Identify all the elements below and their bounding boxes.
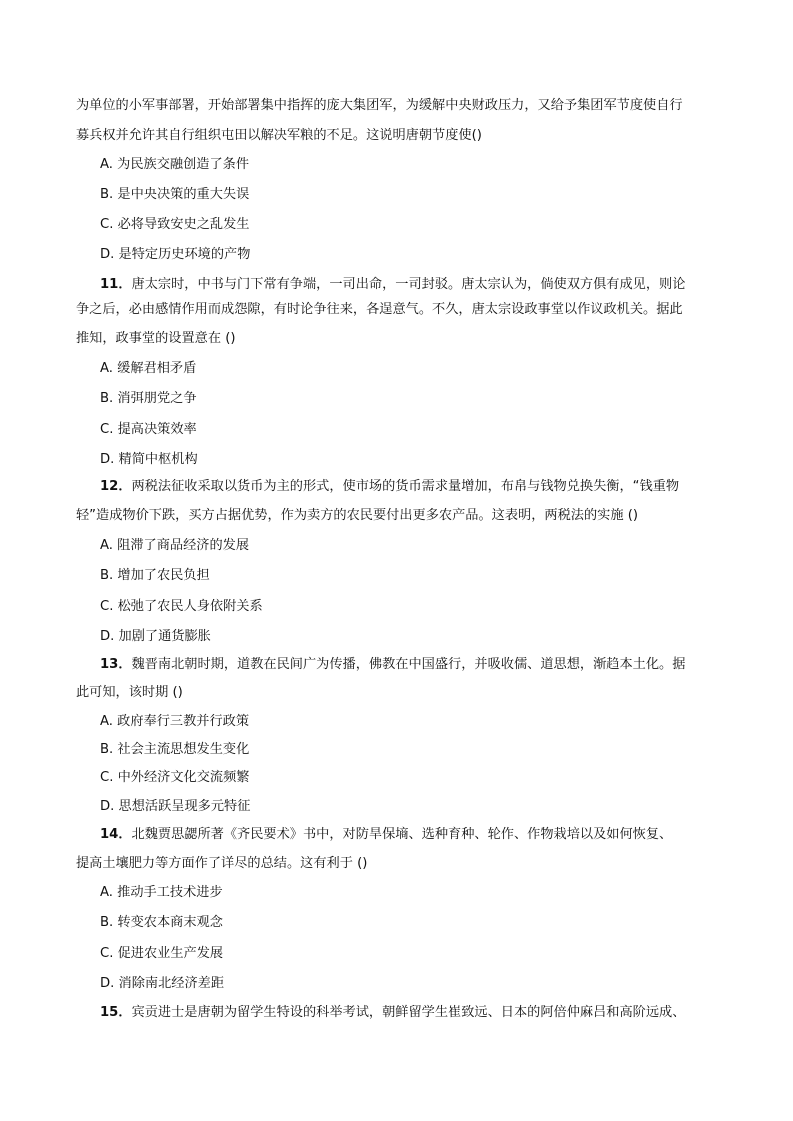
question-14-number: 14． [100, 827, 132, 842]
question-13-option-a: A. 政府奉行三教并行政策 [100, 714, 250, 729]
question-11-stem-line-3: 推知，政事堂的设置意在 () [76, 331, 236, 346]
question-11-option-a: A. 缓解君相矛盾 [100, 361, 197, 376]
question-12-stem-line-2: 轻”造成物价下跌，买方占据优势，作为卖方的农民要付出更多农产品。这表明，两税法的实施 () [76, 508, 638, 523]
question-14-option-d: D. 消除南北经济差距 [100, 976, 225, 991]
question-10-option-c: C. 必将导致安史之乱发生 [100, 217, 250, 232]
question-14-stem-line-1: 14．北魏贾思勰所著《齐民要术》书中，对防旱保墒、选种育种、轮作、作物栽培以及如何恢复、 [100, 827, 673, 842]
question-11-option-c: C. 提高决策效率 [100, 422, 197, 437]
question-14-stem-line-2: 提高土壤肥力等方面作了详尽的总结。这有利于 () [76, 856, 368, 871]
question-13-option-d: D. 思想活跃呈现多元特征 [100, 799, 251, 814]
question-13-number: 13． [100, 657, 132, 672]
question-14-option-c: C. 促进农业生产发展 [100, 946, 224, 961]
question-15-stem-line-1: 15．宾贡进士是唐朝为留学生特设的科举考试，朝鲜留学生崔致远、日本的阿倍仲麻吕和高阶远成、 [100, 1005, 686, 1020]
question-14-option-a: A. 推动手工技术进步 [100, 885, 223, 900]
question-11-number: 11． [100, 277, 132, 292]
question-12-option-c: C. 松弛了农民人身依附关系 [100, 599, 263, 614]
question-10-stem-line-1: 为单位的小军事部署，开始部署集中指挥的庞大集团军，为缓解中央财政压力，又给予集团军节度使自行 [76, 98, 683, 113]
question-11-stem-line-1: 11．唐太宗时，中书与门下常有争端，一司出命，一司封驳。唐太宗认为，倘使双方俱有成见，则论 [100, 277, 686, 292]
question-12-option-a: A. 阻滞了商品经济的发展 [100, 538, 250, 553]
question-12-option-d: D. 加剧了通货膨胀 [100, 629, 211, 644]
question-11-option-d: D. 精简中枢机构 [100, 452, 198, 467]
question-10-option-a: A. 为民族交融创造了条件 [100, 157, 250, 172]
question-13-stem-line-2: 此可知，该时期 () [76, 685, 183, 700]
question-12-number: 12． [100, 479, 132, 494]
question-13-stem-line-1: 13．魏晋南北朝时期，道教在民间广为传播，佛教在中国盛行，并吸收儒、道思想，渐趋本土化。据 [100, 657, 686, 672]
question-10-option-d: D. 是特定历史环境的产物 [100, 247, 251, 262]
question-14-option-b: B. 转变农本商末观念 [100, 915, 223, 930]
question-11-stem-line-2: 争之后，必由感情作用而成怨隙，有时论争往来，各逞意气。不久，唐太宗设政事堂以作议政机关。据此 [76, 302, 683, 317]
question-15-number: 15． [100, 1005, 132, 1020]
question-11-option-b: B. 消弭朋党之争 [100, 391, 197, 406]
question-13-option-b: B. 社会主流思想发生变化 [100, 742, 250, 757]
question-10-stem-line-2: 募兵权并允许其自行组织屯田以解决军粮的不足。这说明唐朝节度使() [76, 128, 482, 143]
question-12-stem-line-1: 12．两税法征收采取以货币为主的形式，使市场的货币需求量增加，布帛与钱物兑换失衡，“钱重物 [100, 479, 680, 494]
question-10-option-b: B. 是中央决策的重大失误 [100, 187, 250, 202]
question-12-option-b: B. 增加了农民负担 [100, 568, 210, 583]
question-13-option-c: C. 中外经济文化交流频繁 [100, 770, 250, 785]
